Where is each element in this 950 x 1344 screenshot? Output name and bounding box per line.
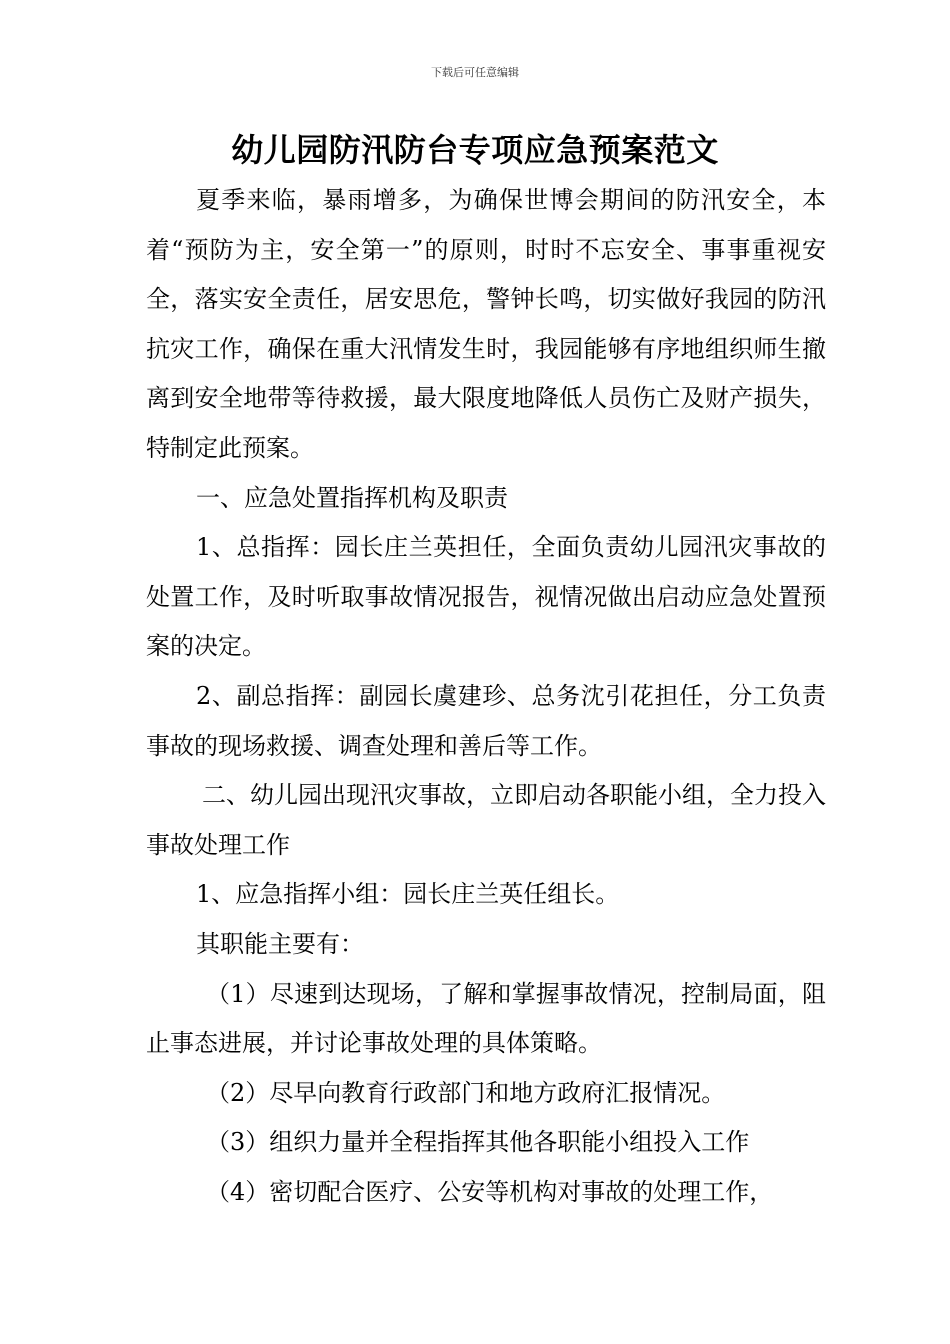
section-heading-1: 一、应急处置指挥机构及职责	[196, 483, 508, 512]
header-note: 下载后可任意编辑	[431, 66, 519, 79]
function-item-2: （2）尽早向教育行政部门和地方政府汇报情况。	[206, 1078, 726, 1107]
list-item-command-group: 1、应急指挥小组：园长庄兰英任组长。	[196, 880, 620, 909]
section-heading-2: 二、幼儿园出现汛灾事故，立即启动各职能小组，全力投入事故处理工作	[146, 781, 826, 859]
document-body	[146, 176, 826, 1217]
list-item-commander: 1、总指挥：园长庄兰英担任，全面负责幼儿园汛灾事故的处置工作，及时听取事故情况报告，视情况做出启动应急处置预案的决定。	[146, 533, 826, 661]
functions-label: 其职能主要有：	[196, 929, 364, 958]
function-item-3: （3）组织力量并全程指挥其他各职能小组投入工作	[206, 1128, 750, 1157]
function-item-1: （1）尽速到达现场，了解和掌握事故情况，控制局面，阻止事态进展，并讨论事故处理的具体策略。	[146, 979, 826, 1058]
document-title: 幼儿园防汛防台专项应急预案范文	[231, 131, 719, 169]
list-item-deputy-commander: 2、副总指挥：副园长虞建珍、总务沈引花担任，分工负责事故的现场救援、调查处理和善后等工作。	[146, 681, 826, 760]
function-item-4: （4）密切配合医疗、公安等机构对事故的处理工作，	[206, 1177, 774, 1206]
intro-paragraph: 夏季来临，暴雨增多，为确保世博会期间的防汛安全，本着“预防为主，安全第一”的原则，时时不忘安全、事事重视安全，落实安全责任，居安思危，警钟长鸣，切实做好我园的防汛抗灾工作，确保在重大汛情发生时，我园能够有序地组织师生撤离到安全地带等待救援，最大限度地降低人员伤亡及财产损失，特制定此预案。	[146, 186, 826, 462]
